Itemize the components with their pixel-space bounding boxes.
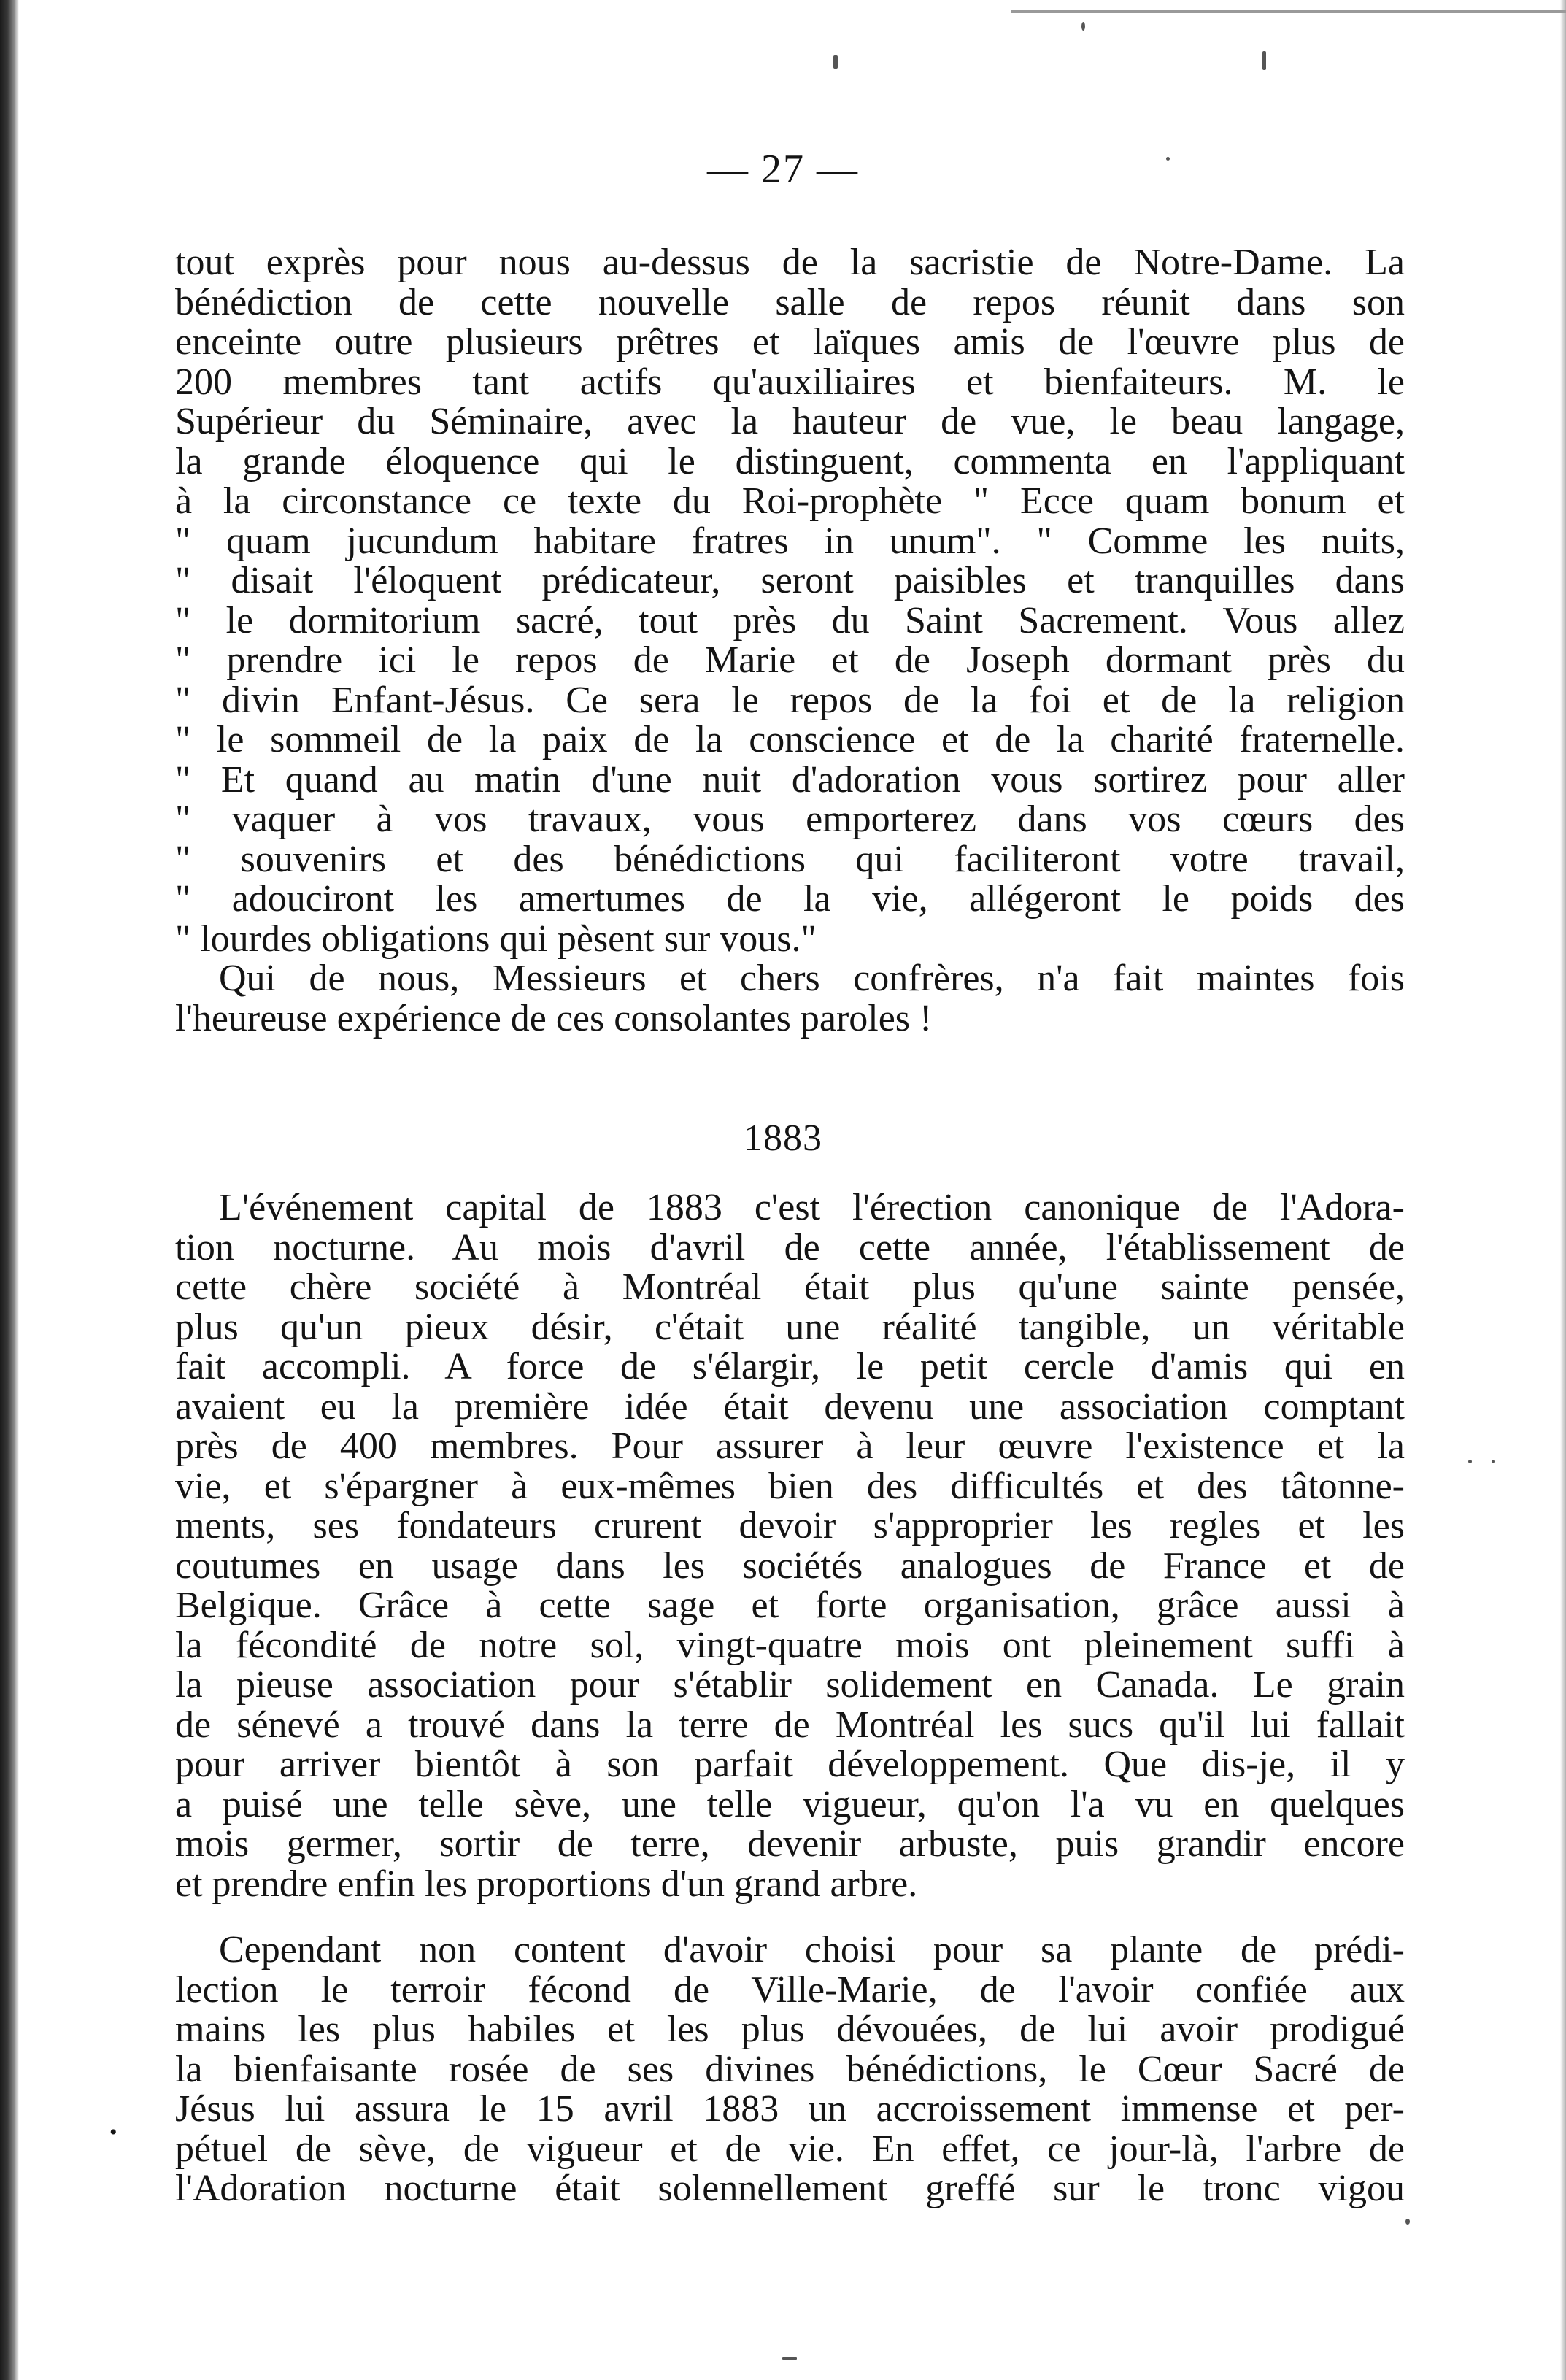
ink-speck [833, 55, 838, 69]
text-line: " souvenirs et des bénédictions qui faciliteront votre travail, [175, 838, 1405, 880]
text-line: " lourdes obligations qui pèsent sur vous." [175, 917, 817, 960]
text-line: " disait l'éloquent prédicateur, seront paisibles et tranquilles dans [175, 560, 1405, 601]
ink-speck [782, 2357, 797, 2360]
page-binding-shadow [0, 0, 19, 2380]
paragraph-4 [175, 1930, 1405, 2209]
page-edge-shadow [1560, 0, 1566, 2380]
text-line: cette chère société à Montréal était plus qu'une sainte pensée, [175, 1266, 1405, 1308]
text-line: mois germer, sortir de terre, devenir arbuste, puis grandir encore [175, 1823, 1405, 1865]
text-line: Cependant non content d'avoir choisi pour sa plante de prédi- [219, 1929, 1405, 1971]
margin-bullet: • [109, 2120, 117, 2144]
text-line: " vaquer à vos travaux, vous emporterez dans vos cœurs des [175, 798, 1405, 840]
ink-speck [1081, 22, 1085, 31]
text-line: fait accompli. A force de s'élargir, le petit cercle d'amis qui en [175, 1346, 1405, 1387]
text-line: " divin Enfant-Jésus. Ce sera le repos de la foi et de la religion [175, 679, 1405, 721]
paragraph-3 [175, 1188, 1405, 1904]
text-line: a puisé une telle sève, une telle vigueur, qu'on l'a vu en quelques [175, 1783, 1405, 1825]
text-line: plus qu'un pieux désir, c'était une réalité tangible, un véritable [175, 1306, 1405, 1348]
ink-speck [1262, 51, 1266, 70]
text-line: Jésus lui assura le 15 avril 1883 un accroissement immense et per- [175, 2088, 1405, 2130]
ink-speck [1405, 2219, 1410, 2225]
text-line: la grande éloquence qui le distinguent, commenta en l'appliquant [175, 440, 1405, 482]
text-line: Qui de nous, Messieurs et chers confrères, n'a fait maintes fois [219, 958, 1405, 999]
text-line: " prendre ici le repos de Marie et de Joseph dormant près du [175, 639, 1405, 681]
text-line: Belgique. Grâce à cette sage et forte organisation, grâce aussi à [175, 1584, 1405, 1626]
text-line: la fécondité de notre sol, vingt-quatre mois ont pleinement suffi à [175, 1624, 1405, 1666]
text-line: enceinte outre plusieurs prêtres et laïques amis de l'œuvre plus de [175, 321, 1405, 363]
page-number: — 27 — [707, 147, 859, 192]
text-line: 200 membres tant actifs qu'auxiliaires et bienfaiteurs. M. le [175, 361, 1405, 403]
text-line: l'heureuse expérience de ces consolantes paroles ! [175, 997, 933, 1039]
text-line: avaient eu la première idée était devenu une association comptant [175, 1385, 1405, 1428]
text-line: " adouciront les amertumes de la vie, allégeront le poids des [175, 878, 1405, 920]
text-line: L'événement capital de 1883 c'est l'érection canonique de l'Adora- [219, 1187, 1405, 1228]
text-line: bénédiction de cette nouvelle salle de repos réunit dans son [175, 281, 1405, 323]
top-edge-rule [1011, 10, 1566, 13]
ink-speck [1492, 1460, 1495, 1463]
text-line: pétuel de sève, de vigueur et de vie. En effet, ce jour-là, l'arbre de [175, 2127, 1405, 2170]
text-line: la pieuse association pour s'établir solidement en Canada. Le grain [175, 1664, 1405, 1706]
text-line: ments, ses fondateurs crurent devoir s'approprier les regles et les [175, 1505, 1405, 1547]
text-line: " quam jucundum habitare fratres in unum". " Comme les nuits, [175, 520, 1405, 562]
text-line: pour arriver bientôt à son parfait développement. Que dis-je, il y [175, 1744, 1405, 1785]
text-line: " le sommeil de la paix de la conscience et de la charité fraternelle. [175, 719, 1405, 760]
text-line: la bienfaisante rosée de ses divines bénédictions, le Cœur Sacré de [175, 2048, 1405, 2090]
paragraph-1 [175, 243, 1405, 959]
text-line: lection le terroir fécond de Ville-Marie, de l'avoir confiée aux [175, 1968, 1405, 2011]
text-line: près de 400 membres. Pour assurer à leur œuvre l'existence et la [175, 1425, 1405, 1467]
text-line: coutumes en usage dans les sociétés analogues de France et de [175, 1544, 1405, 1587]
text-line: à la circonstance ce texte du Roi-prophète " Ecce quam bonum et [175, 480, 1405, 522]
paragraph-2 [175, 959, 1405, 1039]
text-line: tion nocturne. Au mois d'avril de cette année, l'établissement de [175, 1226, 1405, 1268]
ink-speck [1468, 1460, 1472, 1463]
text-line: Supérieur du Séminaire, avec la hauteur de vue, le beau langage, [175, 401, 1405, 442]
text-line: et prendre enfin les proportions d'un grand arbre. [175, 1863, 918, 1905]
text-line: " Et quand au matin d'une nuit d'adoration vous sortirez pour aller [175, 758, 1405, 801]
text-line: mains les plus habiles et les plus dévouées, de lui avoir prodigué [175, 2009, 1405, 2050]
text-line: tout exprès pour nous au-dessus de la sacristie de Notre-Dame. La [175, 242, 1405, 283]
text-line: de sénevé a trouvé dans la terre de Montréal les sucs qu'il lui fallait [175, 1703, 1405, 1746]
text-line: " le dormitorium sacré, tout près du Saint Sacrement. Vous allez [175, 599, 1405, 642]
text-line: l'Adoration nocturne était solennellement greffé sur le tronc vigou [175, 2168, 1405, 2209]
section-heading-1883: 1883 [744, 1117, 822, 1159]
text-line: vie, et s'épargner à eux-mêmes bien des difficultés et des tâtonne- [175, 1465, 1405, 1507]
